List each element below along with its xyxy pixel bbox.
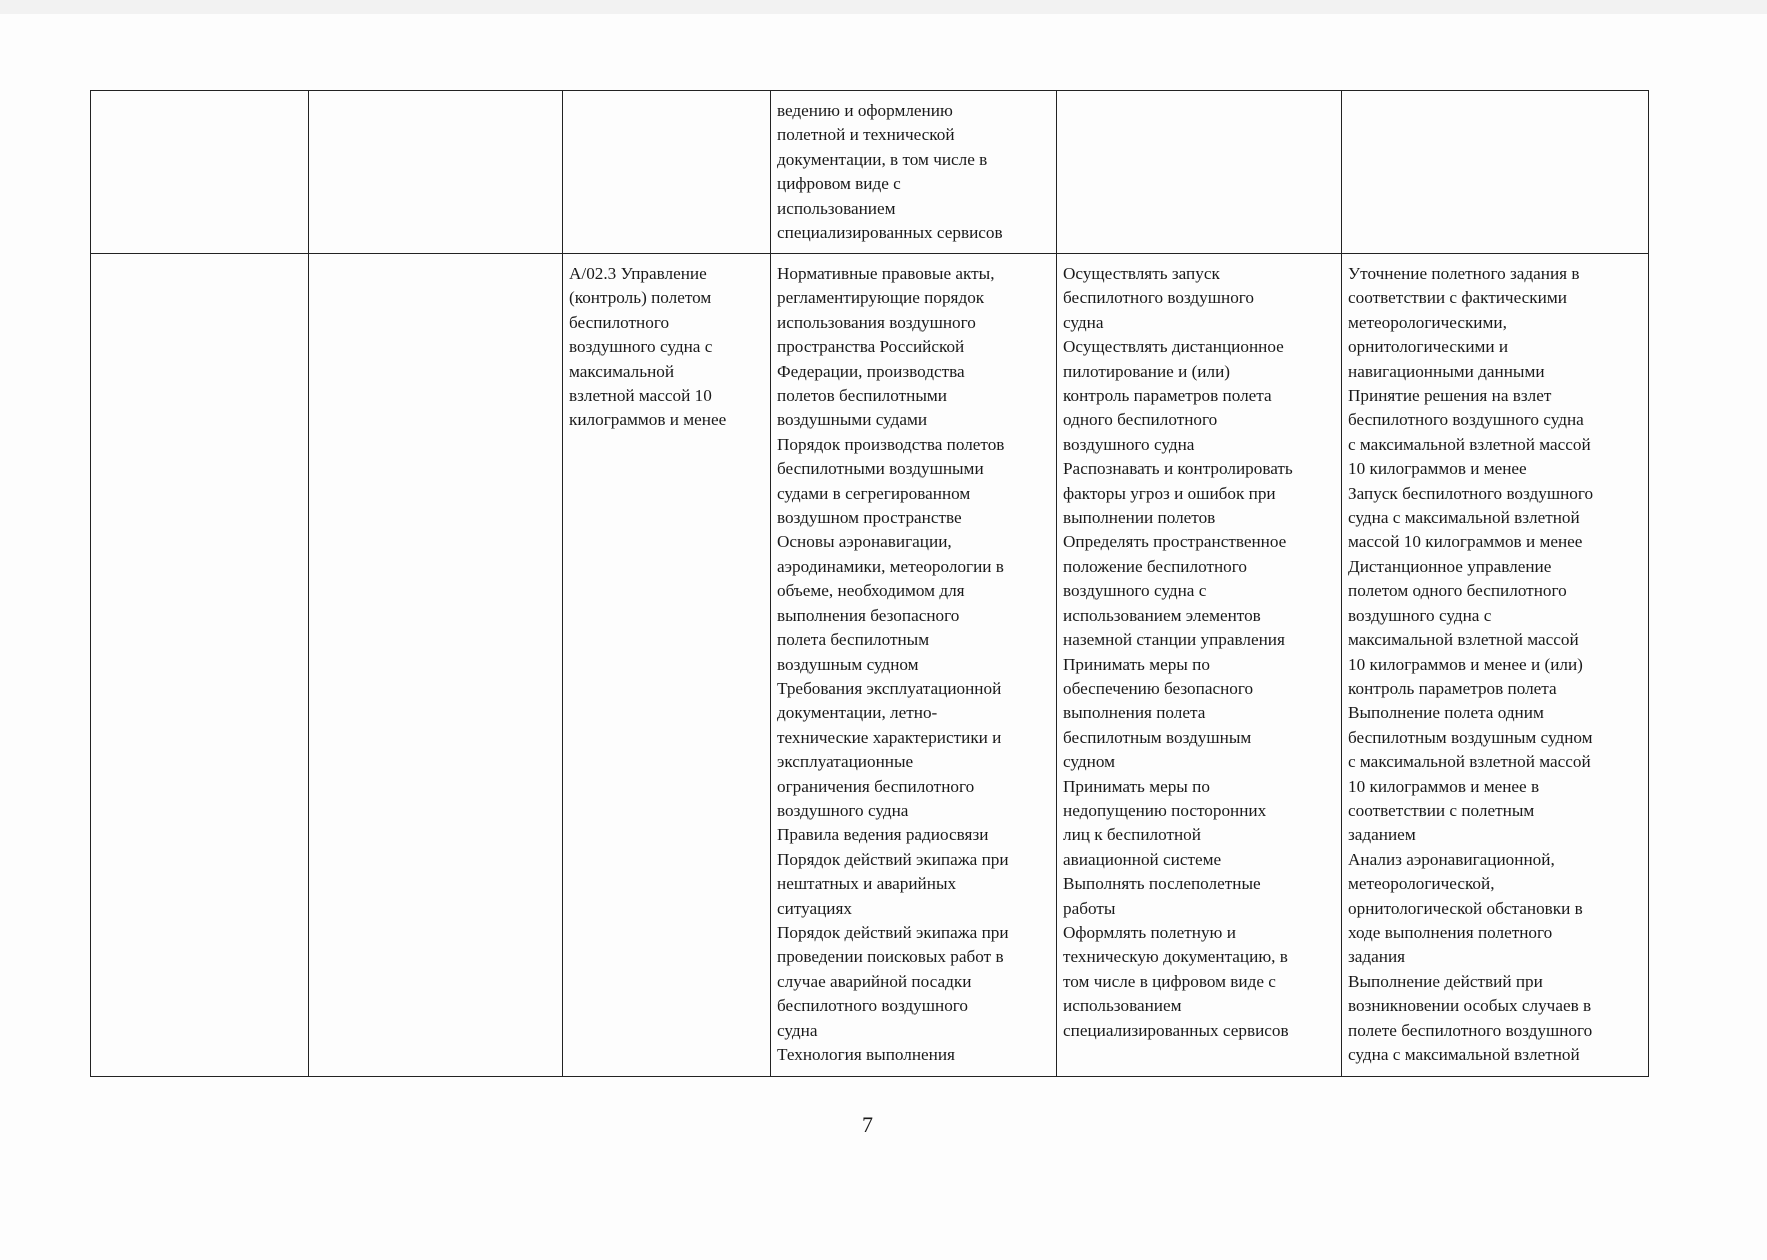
text-line: навигационными данными (1348, 361, 1545, 381)
text-line: факторы угроз и ошибок при (1063, 483, 1276, 503)
text-line: наземной станции управления (1063, 630, 1285, 650)
text-line: цифровом виде с (777, 174, 901, 194)
text-line: выполнении полетов (1063, 508, 1216, 528)
text-line: Принятие решения на взлет (1348, 386, 1552, 406)
text-line: Определять пространственное (1063, 532, 1287, 552)
text-line: полетов беспилотными (777, 386, 947, 406)
text-line: Осуществлять дистанционное (1063, 337, 1284, 357)
table-row (91, 254, 1649, 1077)
text-line: судами в сегрегированном (777, 483, 971, 503)
text-line: беспилотного (569, 312, 670, 332)
text-line: судна (777, 1020, 818, 1040)
text-line: Технология выполнения (777, 1045, 955, 1064)
text-line: Осуществлять запуск (1063, 264, 1220, 283)
text-line: задания (1348, 947, 1406, 967)
text-line: (контроль) полетом (569, 288, 712, 308)
text-line: Анализ аэронавигационной, (1348, 849, 1555, 869)
text-line: Основы аэронавигации, (777, 532, 952, 552)
cell-empty (91, 91, 309, 254)
text-line: выполнения полета (1063, 703, 1206, 723)
text-line: авиационной системе (1063, 849, 1222, 869)
text-line: объеме, необходимом для (777, 581, 965, 601)
text-line: судна (1063, 312, 1104, 332)
cell-empty (309, 91, 563, 254)
text-line: с максимальной взлетной массой (1348, 434, 1591, 454)
text-line: Нормативные правовые акты, (777, 264, 995, 283)
text-line: ситуациях (777, 898, 853, 918)
text-line: воздушного судна с (1348, 605, 1492, 625)
text-line: воздушном пространстве (777, 508, 962, 528)
text-line: беспилотными воздушными (777, 459, 984, 479)
text-line: эксплуатационные (777, 752, 914, 772)
text-line: соответствии с фактическими (1348, 288, 1567, 308)
page-number: 7 (862, 1112, 873, 1137)
text-line: использованием (777, 198, 896, 218)
text-line: обеспечению безопасного (1063, 678, 1254, 698)
text-line: максимальной (569, 361, 675, 381)
text-line: Выполнение полета одним (1348, 703, 1544, 723)
text-line: беспилотного воздушного судна (1348, 410, 1584, 430)
text-line: Дистанционное управление (1348, 556, 1552, 576)
text-line: Порядок производства полетов (777, 434, 1005, 454)
text-line: положение беспилотного (1063, 556, 1247, 576)
text-line: воздушным судном (777, 654, 919, 674)
cell-empty (309, 254, 563, 1077)
text-line: регламентирующие порядок (777, 288, 985, 308)
text-line: возникновении особых случаев в (1348, 996, 1592, 1016)
text-line: беспилотным воздушным (1063, 727, 1252, 747)
cell-skills (1057, 254, 1342, 1077)
text-line: соответствии с полетным (1348, 800, 1535, 820)
text-line: Порядок действий экипажа при (777, 849, 1009, 869)
text-line: массой 10 килограммов и менее (1348, 532, 1583, 552)
text-line: проведении поисковых работ в (777, 947, 1004, 967)
text-line: ходе выполнения полетного (1348, 922, 1553, 942)
text-line: Федерации, производства (777, 361, 965, 381)
text-line: специализированных сервисов (1063, 1020, 1289, 1040)
text-line: взлетной массой 10 (569, 386, 712, 406)
text-line: метеорологической, (1348, 874, 1495, 894)
text-line: выполнения безопасного (777, 605, 960, 625)
text-line: Правила ведения радиосвязи (777, 825, 989, 845)
text-line: полетом одного беспилотного (1348, 581, 1567, 601)
cell-empty (1057, 91, 1342, 254)
text-line: Порядок действий экипажа при (777, 922, 1009, 942)
text-line: Запуск беспилотного воздушного (1348, 483, 1594, 503)
cell-actions (1342, 254, 1649, 1077)
cell-knowledge (771, 254, 1057, 1077)
text-line: беспилотного воздушного (1063, 288, 1255, 308)
text-line: ведению и оформлению (777, 101, 953, 120)
text-line: аэродинамики, метеорологии в (777, 556, 1004, 576)
text-line: 10 килограммов и менее (1348, 459, 1527, 479)
text-line: полета беспилотным (777, 630, 930, 650)
text-line: заданием (1348, 825, 1416, 845)
text-line: А/02.3 Управление (569, 264, 707, 283)
competency-table (90, 90, 1649, 1077)
text-line: орнитологической обстановки в (1348, 898, 1583, 918)
text-line: беспилотного воздушного (777, 996, 969, 1016)
text-line: воздушного судна с (569, 337, 713, 357)
text-line: Требования эксплуатационной (777, 678, 1002, 698)
text-line: килограммов и менее (569, 410, 727, 430)
text-line: беспилотным воздушным судном (1348, 727, 1593, 747)
cell-empty (1342, 91, 1649, 254)
cell-knowledge (771, 91, 1057, 254)
text-line: метеорологическими, (1348, 312, 1507, 332)
text-line: максимальной взлетной массой (1348, 630, 1579, 650)
text-line: использования воздушного (777, 312, 976, 332)
text-line: Принимать меры по (1063, 654, 1210, 674)
text-line: документации, летно- (777, 703, 938, 723)
text-line: орнитологическими и (1348, 337, 1509, 357)
text-line: воздушного судна с (1063, 581, 1207, 601)
text-line: одного беспилотного (1063, 410, 1218, 430)
text-line: недопущению посторонних (1063, 800, 1267, 820)
text-line: случае аварийной посадки (777, 971, 972, 991)
text-line: Уточнение полетного задания в (1348, 264, 1580, 283)
text-line: нештатных и аварийных (777, 874, 957, 894)
text-line: Выполнение действий при (1348, 971, 1543, 991)
text-line: 10 килограммов и менее и (или) (1348, 654, 1583, 674)
text-line: полете беспилотного воздушного (1348, 1020, 1593, 1040)
text-line: пилотирование и (или) (1063, 361, 1230, 381)
text-line: использованием элементов (1063, 605, 1261, 625)
cell-empty (91, 254, 309, 1077)
text-line: пространства Российской (777, 337, 965, 357)
text-line: специализированных сервисов (777, 223, 1003, 243)
text-line: техническую документацию, в (1063, 947, 1288, 967)
scan-edge (0, 0, 1767, 14)
text-line: Выполнять послеполетные (1063, 874, 1261, 894)
text-line: контроль параметров полета (1348, 678, 1557, 698)
text-line: полетной и технической (777, 125, 955, 145)
text-line: ограничения беспилотного (777, 776, 975, 796)
text-line: технические характеристики и (777, 727, 1002, 747)
cell-function (563, 254, 771, 1077)
table-row (91, 91, 1649, 254)
text-line: лиц к беспилотной (1063, 825, 1201, 845)
text-line: воздушными судами (777, 410, 928, 430)
text-line: с максимальной взлетной массой (1348, 752, 1591, 772)
text-line: контроль параметров полета (1063, 386, 1272, 406)
text-line: документации, в том числе в (777, 149, 988, 169)
text-line: Распознавать и контролировать (1063, 459, 1293, 479)
text-line: Оформлять полетную и (1063, 922, 1236, 942)
text-line: воздушного судна (777, 800, 909, 820)
text-line: судна с максимальной взлетной (1348, 1045, 1580, 1064)
text-line: судна с максимальной взлетной (1348, 508, 1580, 528)
text-line: 10 килограммов и менее в (1348, 776, 1540, 796)
text-line: Принимать меры по (1063, 776, 1210, 796)
text-line: воздушного судна (1063, 434, 1195, 454)
text-line: использованием (1063, 996, 1182, 1016)
text-line: судном (1063, 752, 1115, 772)
cell-empty (563, 91, 771, 254)
text-line: работы (1063, 898, 1116, 918)
text-line: том числе в цифровом виде с (1063, 971, 1276, 991)
